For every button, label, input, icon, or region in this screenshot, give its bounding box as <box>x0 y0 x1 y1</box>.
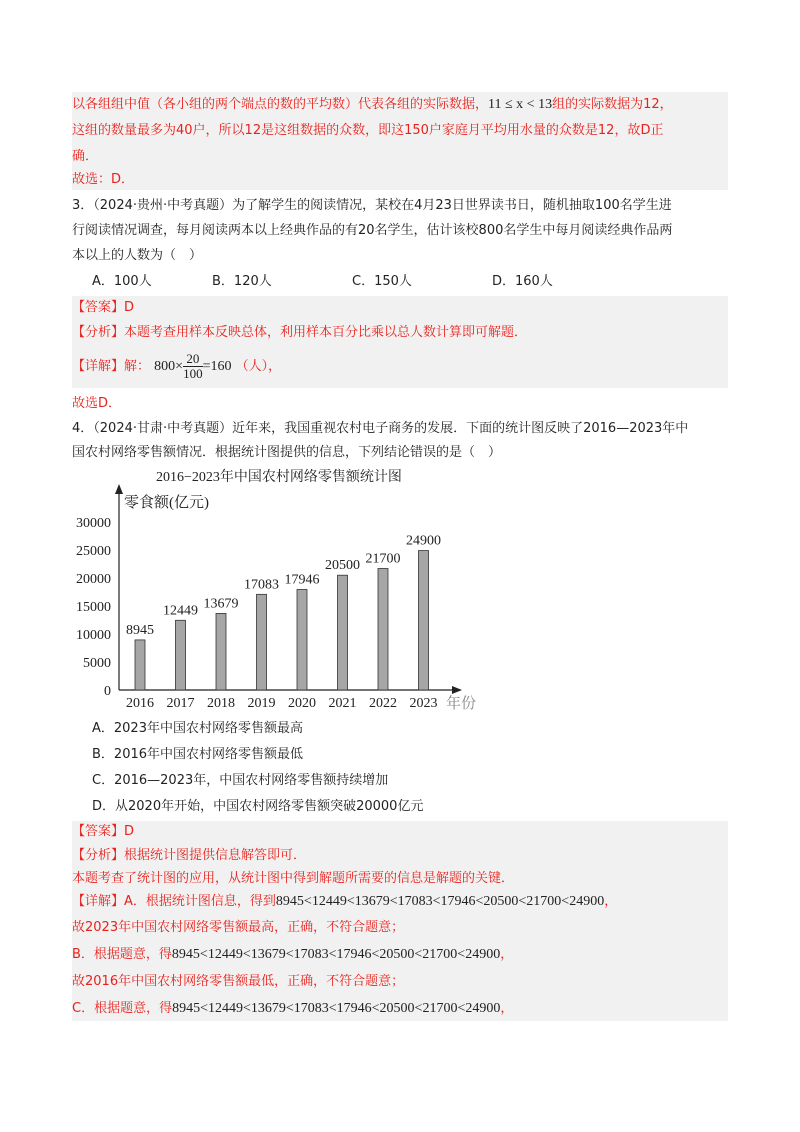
x-tick-label: 2020 <box>288 696 316 711</box>
q3-stem-line-3: 本以上的人数为（ ） <box>72 248 203 263</box>
q3-answer: 【答案】D <box>72 300 135 315</box>
q4-detail-c: C．根据题意，得8945<12449<13679<17083<17946<20500<21700<24900， <box>72 1001 514 1016</box>
q4-conclusion-a: 故2023年中国农村网络零售额最高，正确，不符合题意； <box>72 920 405 935</box>
q4-conclusion-b: 故2016年中国农村网络零售额最低，正确，不符合题意； <box>72 974 405 989</box>
x-tick-label: 2017 <box>166 696 195 711</box>
x-tick-label: 2018 <box>207 696 235 711</box>
bar-value-label: 24900 <box>406 533 441 549</box>
x-tick-label: 2016 <box>126 696 154 711</box>
y-tick-label: 0 <box>104 684 111 699</box>
q4-stem-line-2: 国农村网络零售额情况．根据统计图提供的信息，下列结论错误的是（ ） <box>72 445 502 460</box>
bar-value-label: 12449 <box>163 603 198 619</box>
q4-detail-a: 【详解】A．根据统计图信息，得到8945<12449<13679<17083<17946<20500<21700<24900， <box>72 894 618 909</box>
q3-stem-line-2: 行阅读情况调查，每月阅读两本以上经典作品的有20名学生，估计该校800名学生中每月阅读经典作品两 <box>72 223 673 238</box>
prev-line-1: 以各组组中值（各小组的两个端点的数的平均数）代表各组的实际数据，11 ≤ x < 13组的实际数据为12， <box>72 97 673 112</box>
q4-option-d: D．从2020年开始，中国农村网络零售额突破20000亿元 <box>92 799 424 814</box>
q4-answer: 【答案】D <box>72 824 135 839</box>
bar-2020 <box>297 590 307 690</box>
bar-2016 <box>135 640 145 690</box>
q3-detail: 【详解】解： 800× $\frac{20}{100}$ =160 （人）， <box>72 351 282 381</box>
q4-stem-line-1: 4．（2024·甘肃·中考真题）近年来，我国重视农村电子商务的发展．下面的统计图反映了2016—2023年中 <box>72 421 689 436</box>
bar-2019 <box>257 594 267 690</box>
q4-analysis-2: 本题考查了统计图的应用，从统计图中得到解题所需要的信息是解题的关键． <box>72 871 515 886</box>
q4-option-c: C．2016—2023年，中国农村网络零售额持续增加 <box>92 773 389 788</box>
x-axis-label: 年份 <box>446 696 477 712</box>
x-tick-label: 2022 <box>369 696 397 711</box>
x-tick-label: 2021 <box>328 696 357 711</box>
x-tick-label: 2023 <box>409 696 438 711</box>
bar-value-label: 13679 <box>203 596 239 612</box>
y-tick-label: 25000 <box>76 544 111 559</box>
bar-value-label: 8945 <box>126 622 154 638</box>
prev-line-3: 确． <box>72 149 99 164</box>
bar-2018 <box>216 613 226 690</box>
bar-2023 <box>419 551 429 690</box>
chart-title: 2016−2023年中国农村网络零售额统计图 <box>156 470 402 485</box>
bar-value-label: 17083 <box>244 577 279 593</box>
y-tick-label: 30000 <box>76 516 111 531</box>
q3-option-d: D．160人 <box>492 274 553 289</box>
y-tick-label: 5000 <box>83 656 111 671</box>
bar-value-label: 17946 <box>284 572 320 588</box>
q3-fraction: $\frac{20}{100}$ <box>183 351 203 381</box>
bar-2021 <box>338 575 348 690</box>
bar-chart <box>70 462 490 720</box>
q3-stem-line-1: 3．（2024·贵州·中考真题）为了解学生的阅读情况，某校在4月23日世界读书日，随机抽取100名学生进 <box>72 198 672 213</box>
y-axis-label: 零食额(亿元) <box>124 495 209 511</box>
q3-option-a: A．100人 <box>92 274 152 289</box>
q3-analysis: 【分析】本题考查用样本反映总体，利用样本百分比乘以总人数计算即可解题． <box>72 325 528 340</box>
prev-choice: 故选：D． <box>72 172 135 187</box>
chart-axes <box>115 484 462 694</box>
bar-value-label: 21700 <box>365 551 401 567</box>
q4-option-b: B．2016年中国农村网络零售额最低 <box>92 747 304 762</box>
q3-option-c: C．150人 <box>352 274 412 289</box>
prev-line-2: 这组的数量最多为40户，所以12是这组数据的众数，即这150户家庭月平均用水量的众数是12，故D正 <box>72 123 664 138</box>
q3-choice: 故选D． <box>72 396 122 411</box>
y-tick-label: 20000 <box>76 572 111 587</box>
q4-detail-b: B．根据题意，得8945<12449<13679<17083<17946<20500<21700<24900， <box>72 947 514 962</box>
x-tick-label: 2019 <box>247 696 276 711</box>
bar-value-label: 20500 <box>325 558 360 574</box>
y-tick-label: 10000 <box>76 628 111 643</box>
y-tick-label: 15000 <box>76 600 111 615</box>
q3-option-b: B．120人 <box>212 274 272 289</box>
q4-option-a: A．2023年中国农村网络零售额最高 <box>92 721 303 736</box>
bar-2017 <box>176 620 186 690</box>
bar-2022 <box>378 568 388 690</box>
q4-analysis: 【分析】根据统计图提供信息解答即可． <box>72 848 307 863</box>
